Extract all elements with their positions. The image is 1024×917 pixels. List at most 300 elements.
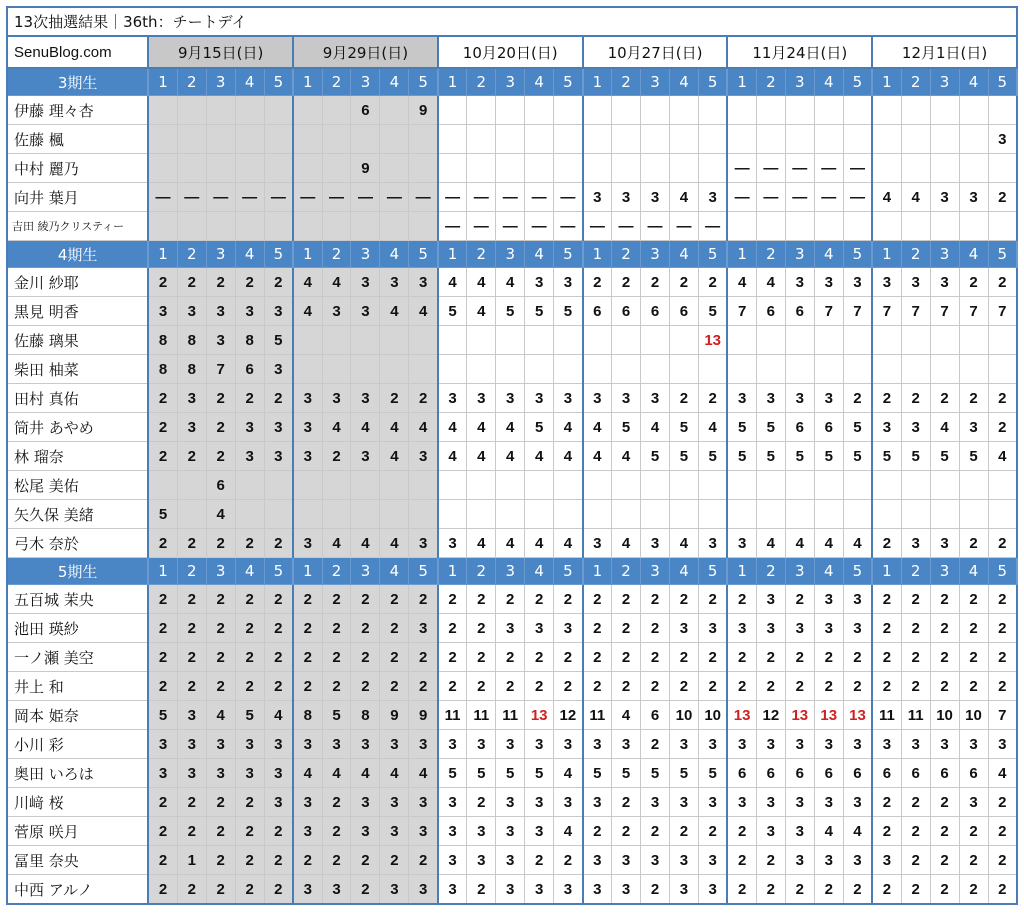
part-number: 3 (206, 68, 235, 96)
value-cell: 3 (959, 183, 988, 212)
value-cell: 2 (901, 846, 930, 875)
member-name: 井上 和 (7, 672, 148, 701)
member-row (7, 614, 1017, 643)
value-cell: — (785, 183, 814, 212)
part-number: 1 (293, 68, 322, 96)
value-cell: — (756, 154, 785, 183)
value-cell: 3 (785, 817, 814, 846)
value-cell: 5 (669, 413, 698, 442)
value-cell: 3 (496, 614, 525, 643)
value-cell: 3 (756, 614, 785, 643)
value-cell: 4 (380, 759, 409, 788)
part-number: 3 (785, 68, 814, 96)
value-cell: 2 (235, 643, 264, 672)
value-cell (380, 500, 409, 529)
value-cell: 2 (583, 268, 612, 297)
value-cell: 2 (959, 846, 988, 875)
value-cell: 2 (583, 585, 612, 614)
value-cell: 7 (988, 297, 1017, 326)
value-cell: 3 (698, 183, 727, 212)
value-cell: 7 (206, 355, 235, 384)
value-cell: 3 (293, 529, 322, 558)
value-cell: 2 (177, 585, 206, 614)
value-cell: 2 (988, 384, 1017, 413)
value-cell: 2 (148, 384, 177, 413)
value-cell: 4 (612, 529, 641, 558)
value-cell: 5 (612, 413, 641, 442)
value-cell: 5 (496, 297, 525, 326)
value-cell: 2 (698, 643, 727, 672)
value-cell: 5 (438, 759, 467, 788)
value-cell: 5 (554, 297, 583, 326)
generation-label: 4期生 (7, 241, 148, 268)
value-cell: 3 (177, 701, 206, 730)
value-cell (177, 154, 206, 183)
value-cell (467, 471, 496, 500)
value-cell: — (467, 212, 496, 241)
value-cell: 2 (293, 672, 322, 701)
value-cell (872, 212, 901, 241)
value-cell: 5 (698, 297, 727, 326)
value-cell: 3 (409, 529, 438, 558)
value-cell: — (583, 212, 612, 241)
value-cell (930, 500, 959, 529)
value-cell: 3 (467, 384, 496, 413)
value-cell (698, 96, 727, 125)
value-cell: 5 (843, 413, 872, 442)
value-cell: 2 (669, 672, 698, 701)
part-number: 1 (438, 558, 467, 585)
value-cell: 13 (698, 326, 727, 355)
part-number: 3 (641, 241, 670, 268)
value-cell (988, 96, 1017, 125)
value-cell: 3 (785, 788, 814, 817)
value-cell: 2 (872, 529, 901, 558)
value-cell (727, 96, 756, 125)
value-cell: 2 (380, 643, 409, 672)
value-cell (467, 355, 496, 384)
value-cell (727, 500, 756, 529)
member-row (7, 788, 1017, 817)
value-cell: 3 (959, 730, 988, 759)
value-cell (264, 500, 293, 529)
value-cell: 2 (612, 788, 641, 817)
part-number: 1 (727, 68, 756, 96)
value-cell (467, 326, 496, 355)
value-cell: 11 (583, 701, 612, 730)
value-cell: 6 (785, 759, 814, 788)
member-name: 弓木 奈於 (7, 529, 148, 558)
part-number: 2 (756, 68, 785, 96)
value-cell (988, 471, 1017, 500)
value-cell (409, 500, 438, 529)
part-number: 3 (351, 68, 380, 96)
value-cell (206, 212, 235, 241)
value-cell (698, 125, 727, 154)
value-cell (206, 154, 235, 183)
value-cell (322, 96, 351, 125)
part-number: 2 (467, 241, 496, 268)
value-cell: 2 (206, 788, 235, 817)
value-cell (438, 96, 467, 125)
value-cell: 4 (496, 529, 525, 558)
member-row (7, 529, 1017, 558)
value-cell: 2 (785, 643, 814, 672)
value-cell: 3 (814, 788, 843, 817)
value-cell: 3 (380, 730, 409, 759)
part-number: 4 (959, 241, 988, 268)
value-cell: 5 (785, 442, 814, 471)
value-cell (901, 154, 930, 183)
part-number: 2 (467, 68, 496, 96)
value-cell: 2 (467, 672, 496, 701)
value-cell: 4 (206, 500, 235, 529)
member-name: 田村 真佑 (7, 384, 148, 413)
value-cell (322, 154, 351, 183)
part-number: 5 (698, 68, 727, 96)
value-cell (583, 326, 612, 355)
value-cell: 2 (496, 585, 525, 614)
value-cell (612, 326, 641, 355)
value-cell: 2 (756, 643, 785, 672)
value-cell (177, 212, 206, 241)
value-cell (293, 125, 322, 154)
lottery-results-table (6, 35, 1018, 905)
value-cell: 3 (669, 788, 698, 817)
value-cell: 3 (206, 297, 235, 326)
value-cell: 3 (814, 384, 843, 413)
value-cell: 2 (785, 585, 814, 614)
part-number: 4 (235, 241, 264, 268)
value-cell: 2 (351, 585, 380, 614)
value-cell: 2 (264, 846, 293, 875)
value-cell: 2 (930, 614, 959, 643)
value-cell (583, 125, 612, 154)
part-number: 2 (467, 558, 496, 585)
value-cell: 2 (525, 643, 554, 672)
value-cell: 7 (843, 297, 872, 326)
value-cell: 2 (467, 875, 496, 905)
value-cell: 4 (583, 442, 612, 471)
value-cell: 4 (351, 413, 380, 442)
value-cell (351, 500, 380, 529)
value-cell: 3 (264, 730, 293, 759)
value-cell: 2 (177, 875, 206, 905)
value-cell: 2 (496, 672, 525, 701)
value-cell: 3 (177, 759, 206, 788)
value-cell: 4 (438, 413, 467, 442)
value-cell: 4 (525, 529, 554, 558)
value-cell (959, 96, 988, 125)
value-cell: 3 (438, 384, 467, 413)
value-cell: 2 (930, 817, 959, 846)
member-name: 池田 瑛紗 (7, 614, 148, 643)
value-cell: 6 (756, 759, 785, 788)
value-cell: 2 (177, 643, 206, 672)
value-cell (785, 500, 814, 529)
value-cell: 2 (438, 672, 467, 701)
value-cell: 3 (496, 875, 525, 905)
value-cell: 3 (235, 759, 264, 788)
date-header: 9月15日(日) (148, 36, 293, 68)
site-name: SenuBlog.com (7, 36, 148, 68)
value-cell: 2 (930, 643, 959, 672)
value-cell: 2 (641, 585, 670, 614)
value-cell (930, 471, 959, 500)
value-cell: 7 (930, 297, 959, 326)
value-cell: 8 (293, 701, 322, 730)
value-cell: 3 (583, 529, 612, 558)
value-cell (872, 125, 901, 154)
member-name: 奥田 いろは (7, 759, 148, 788)
value-cell: 3 (467, 846, 496, 875)
value-cell: 3 (409, 730, 438, 759)
value-cell (930, 212, 959, 241)
value-cell: 2 (612, 672, 641, 701)
value-cell: 3 (583, 788, 612, 817)
value-cell: 13 (843, 701, 872, 730)
value-cell: 2 (409, 585, 438, 614)
value-cell (293, 355, 322, 384)
value-cell: 2 (177, 268, 206, 297)
value-cell: 3 (380, 875, 409, 905)
value-cell: 4 (525, 442, 554, 471)
value-cell: 2 (959, 529, 988, 558)
value-cell (930, 125, 959, 154)
part-number: 1 (148, 68, 177, 96)
value-cell: 2 (264, 384, 293, 413)
value-cell: 2 (467, 643, 496, 672)
value-cell: — (206, 183, 235, 212)
part-number: 5 (988, 241, 1017, 268)
value-cell: 4 (698, 413, 727, 442)
part-number: 1 (438, 68, 467, 96)
value-cell: 5 (148, 701, 177, 730)
value-cell: 11 (901, 701, 930, 730)
value-cell (727, 125, 756, 154)
value-cell: 4 (814, 817, 843, 846)
part-number: 2 (612, 68, 641, 96)
value-cell: 3 (235, 413, 264, 442)
value-cell: 5 (727, 413, 756, 442)
part-number: 5 (554, 241, 583, 268)
value-cell: 6 (785, 297, 814, 326)
value-cell: 4 (206, 701, 235, 730)
value-cell (901, 326, 930, 355)
value-cell (612, 154, 641, 183)
value-cell: 2 (293, 614, 322, 643)
value-cell: 2 (959, 384, 988, 413)
value-cell: 2 (409, 643, 438, 672)
value-cell (235, 125, 264, 154)
value-cell: 2 (467, 614, 496, 643)
value-cell (959, 500, 988, 529)
value-cell (380, 212, 409, 241)
value-cell: 2 (177, 817, 206, 846)
member-name: 佐藤 璃果 (7, 326, 148, 355)
value-cell: 4 (467, 297, 496, 326)
value-cell: 6 (612, 297, 641, 326)
value-cell: 7 (727, 297, 756, 326)
value-cell: 3 (727, 529, 756, 558)
value-cell: 2 (988, 643, 1017, 672)
value-cell: 3 (322, 297, 351, 326)
value-cell: 5 (525, 413, 554, 442)
value-cell: 3 (641, 529, 670, 558)
value-cell: — (351, 183, 380, 212)
value-cell: 2 (872, 614, 901, 643)
value-cell: 2 (322, 585, 351, 614)
generation-header-row (7, 68, 1017, 96)
value-cell (669, 500, 698, 529)
value-cell: 2 (988, 529, 1017, 558)
value-cell: 5 (698, 759, 727, 788)
member-row (7, 701, 1017, 730)
member-name: 向井 葉月 (7, 183, 148, 212)
value-cell (872, 326, 901, 355)
value-cell (293, 326, 322, 355)
value-cell: 2 (669, 384, 698, 413)
part-number: 4 (380, 68, 409, 96)
value-cell (525, 355, 554, 384)
value-cell (641, 125, 670, 154)
value-cell: 6 (814, 759, 843, 788)
value-cell: 3 (930, 529, 959, 558)
value-cell: — (814, 183, 843, 212)
value-cell: 4 (409, 297, 438, 326)
value-cell (843, 471, 872, 500)
value-cell: 2 (612, 268, 641, 297)
value-cell: 2 (206, 614, 235, 643)
value-cell (727, 471, 756, 500)
value-cell: 5 (264, 326, 293, 355)
value-cell (785, 326, 814, 355)
value-cell: 2 (930, 846, 959, 875)
value-cell (698, 500, 727, 529)
part-number: 3 (641, 68, 670, 96)
value-cell: 3 (206, 730, 235, 759)
value-cell (959, 326, 988, 355)
value-cell: 2 (409, 384, 438, 413)
value-cell: 5 (727, 442, 756, 471)
value-cell: 3 (727, 614, 756, 643)
value-cell: 5 (467, 759, 496, 788)
value-cell: 2 (293, 585, 322, 614)
value-cell: 2 (148, 817, 177, 846)
value-cell (930, 355, 959, 384)
value-cell: — (264, 183, 293, 212)
value-cell: 3 (583, 846, 612, 875)
value-cell: 3 (698, 730, 727, 759)
value-cell: 3 (351, 730, 380, 759)
value-cell: 3 (525, 788, 554, 817)
value-cell (264, 125, 293, 154)
value-cell: 2 (322, 846, 351, 875)
value-cell: 4 (554, 413, 583, 442)
value-cell: 5 (641, 442, 670, 471)
part-number: 1 (293, 241, 322, 268)
value-cell: 3 (409, 614, 438, 643)
value-cell: 2 (206, 672, 235, 701)
value-cell: 6 (669, 297, 698, 326)
value-cell: 11 (467, 701, 496, 730)
value-cell: 13 (727, 701, 756, 730)
value-cell: 3 (698, 788, 727, 817)
value-cell: 3 (438, 846, 467, 875)
member-row (7, 212, 1017, 241)
value-cell: 3 (785, 384, 814, 413)
value-cell (293, 212, 322, 241)
value-cell (843, 96, 872, 125)
value-cell: — (438, 183, 467, 212)
value-cell: 4 (264, 701, 293, 730)
value-cell: 2 (988, 183, 1017, 212)
value-cell: 2 (148, 788, 177, 817)
value-cell: 2 (698, 268, 727, 297)
value-cell: 2 (641, 817, 670, 846)
value-cell: 4 (988, 442, 1017, 471)
value-cell: 2 (206, 413, 235, 442)
value-cell (496, 500, 525, 529)
member-row (7, 672, 1017, 701)
value-cell: 3 (496, 730, 525, 759)
value-cell (554, 96, 583, 125)
value-cell (583, 500, 612, 529)
value-cell: 3 (583, 183, 612, 212)
value-cell: 2 (264, 672, 293, 701)
value-cell: 3 (438, 730, 467, 759)
value-cell: 3 (756, 585, 785, 614)
value-cell (322, 500, 351, 529)
value-cell: 5 (959, 442, 988, 471)
value-cell: 2 (814, 643, 843, 672)
value-cell: 3 (988, 730, 1017, 759)
part-number: 4 (669, 558, 698, 585)
value-cell: 2 (988, 846, 1017, 875)
value-cell: 2 (264, 585, 293, 614)
value-cell (380, 326, 409, 355)
value-cell: 5 (756, 413, 785, 442)
part-number: 1 (583, 241, 612, 268)
value-cell: 6 (959, 759, 988, 788)
value-cell: — (554, 183, 583, 212)
value-cell: 3 (641, 788, 670, 817)
value-cell: 2 (177, 442, 206, 471)
value-cell: 3 (785, 614, 814, 643)
value-cell (409, 355, 438, 384)
part-number: 5 (843, 558, 872, 585)
value-cell: 2 (988, 672, 1017, 701)
value-cell: 2 (930, 788, 959, 817)
value-cell: 3 (554, 268, 583, 297)
value-cell (669, 154, 698, 183)
value-cell: — (641, 212, 670, 241)
value-cell: 3 (843, 788, 872, 817)
value-cell: 3 (669, 846, 698, 875)
value-cell: 3 (206, 759, 235, 788)
value-cell: 4 (351, 529, 380, 558)
value-cell: — (496, 212, 525, 241)
value-cell (988, 326, 1017, 355)
value-cell: 2 (901, 788, 930, 817)
value-cell: 3 (872, 730, 901, 759)
value-cell: 3 (554, 730, 583, 759)
value-cell: 1 (177, 846, 206, 875)
value-cell: — (814, 154, 843, 183)
part-number: 1 (148, 241, 177, 268)
value-cell: 5 (583, 759, 612, 788)
value-cell: 6 (814, 413, 843, 442)
